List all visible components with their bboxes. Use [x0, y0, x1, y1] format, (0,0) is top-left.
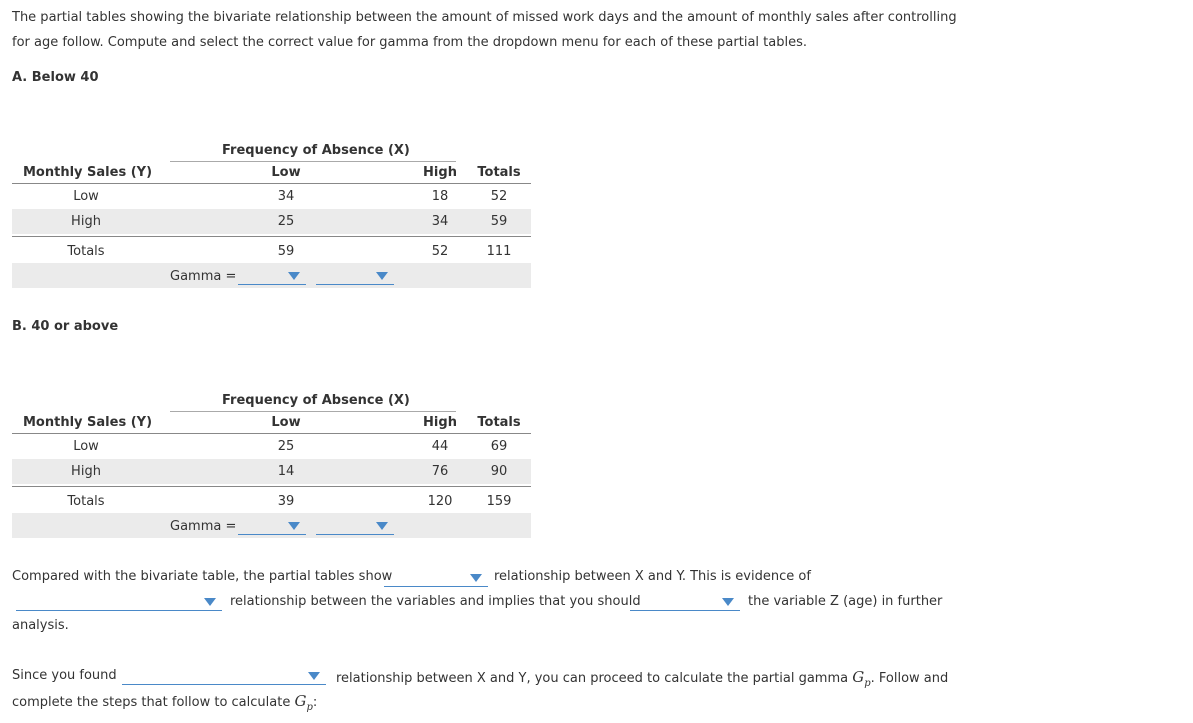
action-dropdown[interactable]: [630, 590, 740, 611]
evidence-dropdown[interactable]: [16, 590, 222, 611]
row-label: Low: [73, 189, 99, 204]
col-low-header: Low: [271, 415, 301, 430]
gamma-label: Gamma =: [170, 519, 237, 534]
row-label: Totals: [67, 244, 105, 259]
intro-text: The partial tables showing the bivariate relationship between the amount of missed work days and the amount of monthly sales after controlling for age follow. Compute and select the correct value for gamma from the dropdown menu for each of these partial tables.: [12, 10, 957, 50]
cell: 34: [277, 189, 295, 204]
compare-text-3: relationship between the variables and implies that you should: [230, 594, 641, 609]
row-label: High: [71, 214, 101, 229]
row-label: Low: [73, 439, 99, 454]
compare-text-1: Compared with the bivariate table, the partial tables show: [12, 569, 393, 584]
col-low-header: Low: [271, 165, 301, 180]
cell: 34: [431, 214, 449, 229]
chevron-down-icon: [204, 598, 216, 606]
section-a-heading: A. Below 40: [12, 70, 99, 85]
chevron-down-icon: [722, 598, 734, 606]
col-totals-header: Totals: [477, 415, 521, 430]
cell: 52: [431, 244, 449, 259]
col-group-header: Frequency of Absence (X): [222, 393, 410, 408]
chevron-down-icon: [288, 272, 300, 280]
cell: 25: [277, 214, 295, 229]
since-text-3: complete the steps that follow to calculate $G_p$:: [12, 692, 318, 713]
cell: 159: [486, 494, 512, 509]
cell: 25: [277, 439, 295, 454]
row-label: Totals: [67, 494, 105, 509]
section-b-heading: B. 40 or above: [12, 319, 119, 334]
row-var-header: Monthly Sales (Y): [23, 165, 153, 180]
gamma-value-dropdown[interactable]: [316, 264, 394, 285]
cell: 18: [431, 189, 449, 204]
partial-gamma-symbol: $G_p$: [852, 668, 871, 689]
cell: 14: [277, 464, 295, 479]
compare-text-4: the variable Z (age) in further: [748, 594, 943, 609]
cell: 59: [490, 214, 508, 229]
cell: 90: [490, 464, 508, 479]
chevron-down-icon: [376, 522, 388, 530]
col-high-header: High: [423, 415, 457, 430]
chevron-down-icon: [470, 574, 482, 582]
cell: 69: [490, 439, 508, 454]
col-high-header: High: [423, 165, 457, 180]
chevron-down-icon: [288, 522, 300, 530]
cell: 44: [431, 439, 449, 454]
since-text-2: relationship between X and Y, you can proceed to calculate the partial gamma $G_p$. Follow and: [336, 668, 949, 689]
cell: 39: [277, 494, 295, 509]
col-group-header: Frequency of Absence (X): [222, 143, 410, 158]
chevron-down-icon: [308, 672, 320, 680]
cell: 76: [431, 464, 449, 479]
compare-text-2: relationship between X and Y. This is evidence of: [494, 569, 811, 584]
gamma-label: Gamma =: [170, 269, 237, 284]
partial-gamma-symbol: $G_p$: [294, 692, 313, 713]
gamma-sign-dropdown[interactable]: [238, 514, 306, 535]
row-label: High: [71, 464, 101, 479]
gamma-value-dropdown[interactable]: [316, 514, 394, 535]
row-var-header: Monthly Sales (Y): [23, 415, 153, 430]
cell: 59: [277, 244, 295, 259]
cell: 120: [427, 494, 453, 509]
compare-text-5: analysis.: [12, 618, 69, 633]
since-text-1: Since you found: [12, 668, 117, 683]
cell: 111: [486, 244, 512, 259]
cell: 52: [490, 189, 508, 204]
chevron-down-icon: [376, 272, 388, 280]
gamma-sign-dropdown[interactable]: [238, 264, 306, 285]
relationship-dropdown[interactable]: [384, 566, 488, 587]
found-relationship-dropdown[interactable]: [122, 664, 326, 685]
col-totals-header: Totals: [477, 165, 521, 180]
